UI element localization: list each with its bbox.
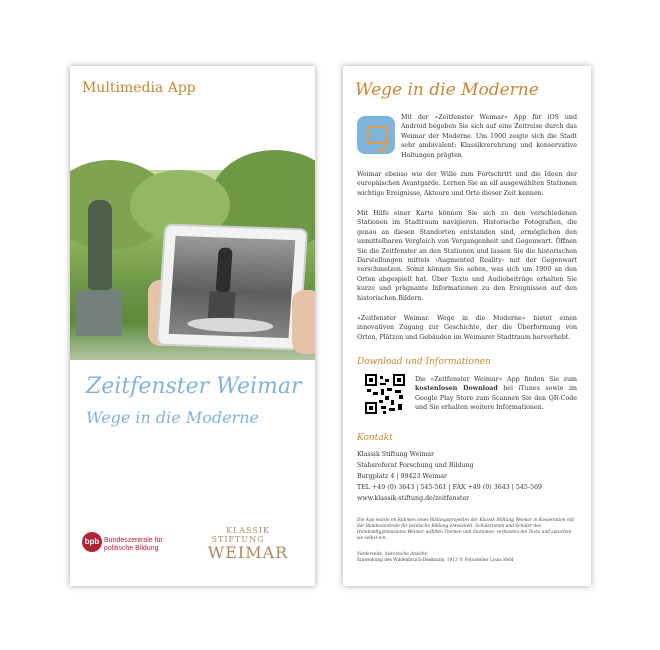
cover-photo (70, 170, 315, 360)
contact-line: Stabsreferat Forschung und Bildung (357, 462, 474, 469)
intro-text-a: Mit der »Zeitfenster Weimar« App für iOS und Android begeben Sie sich auf eine Zeitreise durch das Weimar der Moderne. Um 1900 zeigte sich die Stadt sehr ambivalent: Klassikverehrung und konservative Haltungen prägten (401, 114, 577, 159)
tablet-screen-historic-photo (169, 236, 296, 338)
footnote: Die App wurde im Rahmen eines Bildungsprojektes der Klassik Stiftung Weimar in Kooperation mit der Bundeszentrale für politische Bildung entwickelt. Schülerinnen und Schüler des Humboldtgymnasiums Weimar wählten Themen und Stationen, verfassten die Texte und sprachen sie selbst ein. (357, 518, 575, 541)
intro-text-b: Weimar ebenso wie der Wille zum Fortschritt und die Ideen der europäischen Avantgarde. Lernen Sie an elf ausgewählten Stationen wichtige Ereignisse, Akteure und Orte dieser Zeit kennen. (357, 171, 577, 197)
contact-line: Klassik Stiftung Weimar (357, 451, 435, 458)
photo-credit (357, 552, 577, 564)
credit-text: Einweihung des Wildenbruch-Denkmals, 1913 © Fotoatelier Louis Held (357, 558, 514, 563)
statue-silhouette (88, 200, 112, 290)
ksw-line-3: WEIMAR (207, 543, 289, 562)
contact-line: Burgplatz 4 | 99423 Weimar (357, 473, 447, 480)
klassik-stiftung-logo (196, 526, 300, 561)
ksw-line-2: STIFTUNG (211, 535, 265, 544)
contact-line: TEL +49 (0) 3643 | 545-561 | FAX +49 (0) 3643 | 545-569 (357, 484, 543, 491)
front-label: Multimedia App (82, 80, 196, 96)
tablet-device (156, 224, 308, 351)
cover-subtitle: Wege in die Moderne (86, 408, 259, 427)
body-paragraph-2: Mit Hilfe einer Karte können Sie sich zu den verschiedenen Stationen im Stadtraum navigieren. Historische Fotografien, die genau an diesen Standorten entstanden sind, ermöglichen den unmittelbaren Vergleich von Vergangenheit und Gegenwart. Öffnen Sie die Zeitfenster an den Stationen und lassen Sie die historischen Darstellungen mittels ›Augmented Reality‹ mit der Gegenwart verschmelzen. Somit können Sie sehen, was sich um 1900 an den Orten abgespielt hat. Über Texte und Audiobeiträge erhalten Sie kurze und prägnante Informationen zu den Ereignissen auf den historischen Bildern. (357, 210, 577, 302)
credit-label: Vorderseite, historische Ansicht: (357, 552, 428, 557)
right-hand (292, 290, 315, 354)
statue-pedestal (76, 290, 122, 336)
cover-title: Zeitfenster Weimar (86, 374, 302, 399)
app-icon (357, 116, 395, 154)
contact-heading: Kontakt (357, 433, 393, 443)
download-emphasis: kostenlosen Download (415, 385, 498, 393)
bpb-name-line-1: Bundeszentrale für (104, 537, 163, 544)
body-paragraph-3: »Zeitfenster Weimar. Wege in die Moderne« bietet einen innovativen Zugang zur Geschichte, der die Überformung von Orten, Plätzen und Gebäuden im Weimarer Stadtraum hervorhebt. (357, 315, 577, 341)
front-panel (70, 66, 315, 586)
back-panel (343, 66, 591, 586)
contact-block (357, 449, 577, 504)
ksw-line-1: KLASSIK (225, 526, 271, 535)
download-text: Die »Zeitfenster Weimar« App finden Sie zum kostenlosen Download bei iTunes sowie im Google Play Store zum Scannen Sie den QR-Code und Sie erhalten weitere Informationen. (415, 376, 578, 412)
contact-website-link[interactable]: www.klassik-stiftung.de/zeitfenster (357, 495, 470, 502)
download-heading: Download und Informationen (357, 357, 491, 367)
bpb-badge: bpb (82, 532, 102, 552)
back-title: Wege in die Moderne (355, 80, 539, 100)
qr-code[interactable] (365, 374, 405, 414)
speech-bubble-icon (367, 126, 388, 144)
bpb-name-line-2: politische Bildung (104, 545, 159, 552)
bpb-logo (82, 532, 163, 552)
